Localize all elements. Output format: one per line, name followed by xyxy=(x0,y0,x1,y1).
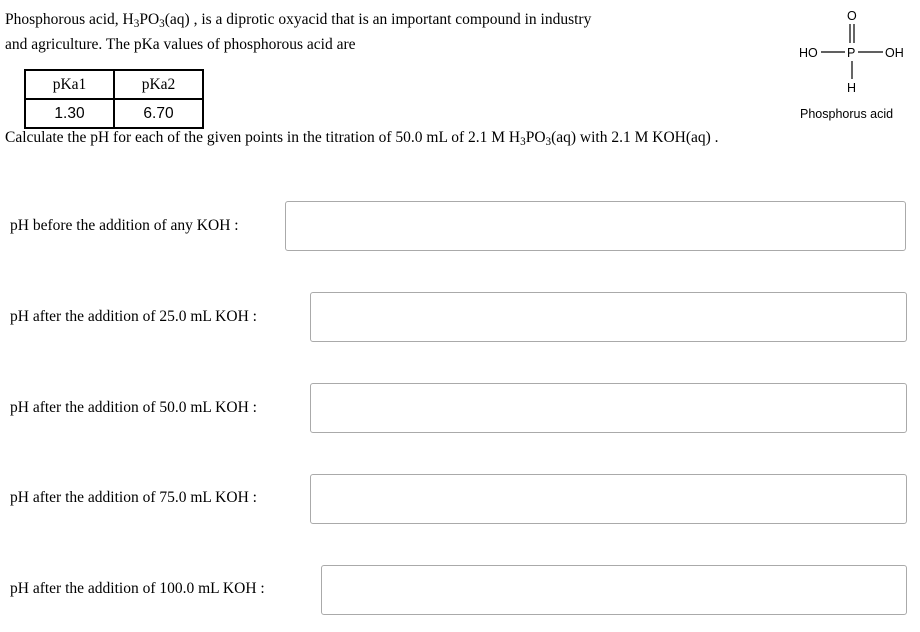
answer-label: pH before the addition of any KOH : xyxy=(10,217,239,234)
intro-text: and agriculture. The xyxy=(5,36,134,53)
answer-label: pH after the addition of 25.0 mL KOH : xyxy=(10,308,257,325)
formula-part: H xyxy=(122,11,134,28)
intro-text: Phosphorous acid, xyxy=(5,11,123,28)
intro-line-1 xyxy=(5,7,705,32)
pka1-header: pKa1 xyxy=(25,70,114,99)
question-part: Calculate the pH for each of the given points in the titration of 50.0 mL of 2.1 M H xyxy=(5,129,521,146)
ph-50ml-koh-input[interactable] xyxy=(310,383,907,433)
pka-value-row xyxy=(25,99,203,128)
formula-subscript: 3 xyxy=(159,18,165,31)
intro-text: , is a diprotic oxyacid that is an important compound in industry xyxy=(189,11,592,28)
ph-75ml-koh-input[interactable] xyxy=(310,474,907,524)
atom-o: O xyxy=(847,9,857,23)
pka-table xyxy=(24,69,204,129)
answer-label: pH after the addition of 100.0 mL KOH : xyxy=(10,580,265,597)
formula-subscript: 3 xyxy=(545,136,552,149)
pka2-header: pKa2 xyxy=(114,70,203,99)
answer-label: pH after the addition of 75.0 mL KOH : xyxy=(10,489,257,506)
pka2-value: 6.70 xyxy=(114,99,203,128)
ph-25ml-koh-input[interactable] xyxy=(310,292,907,342)
pka-term: pKa xyxy=(133,36,160,53)
question-part: PO xyxy=(525,129,546,146)
formula-state: (aq) xyxy=(164,11,190,28)
question-text xyxy=(5,129,719,147)
intro-line-2 xyxy=(5,32,705,57)
formula-subscript: 3 xyxy=(520,136,526,149)
ph-100ml-koh-input[interactable] xyxy=(321,565,907,615)
formula-part: PO xyxy=(139,11,160,28)
atom-ho: HO xyxy=(799,46,818,60)
intro-text: values of phosphorous acid are xyxy=(159,36,356,53)
pka1-value: 1.30 xyxy=(25,99,114,128)
problem-intro xyxy=(5,7,705,57)
answer-label: pH after the addition of 50.0 mL KOH : xyxy=(10,399,257,416)
atom-p: P xyxy=(847,46,856,60)
atom-h: H xyxy=(847,81,857,95)
ph-before-koh-input[interactable] xyxy=(285,201,906,251)
formula-subscript: 3 xyxy=(133,18,140,31)
question-part: (aq) with 2.1 M KOH(aq) . xyxy=(551,129,719,146)
atom-oh: OH xyxy=(885,46,904,60)
pka-header-row xyxy=(25,70,203,99)
molecule-caption: Phosphorus acid xyxy=(800,107,894,121)
